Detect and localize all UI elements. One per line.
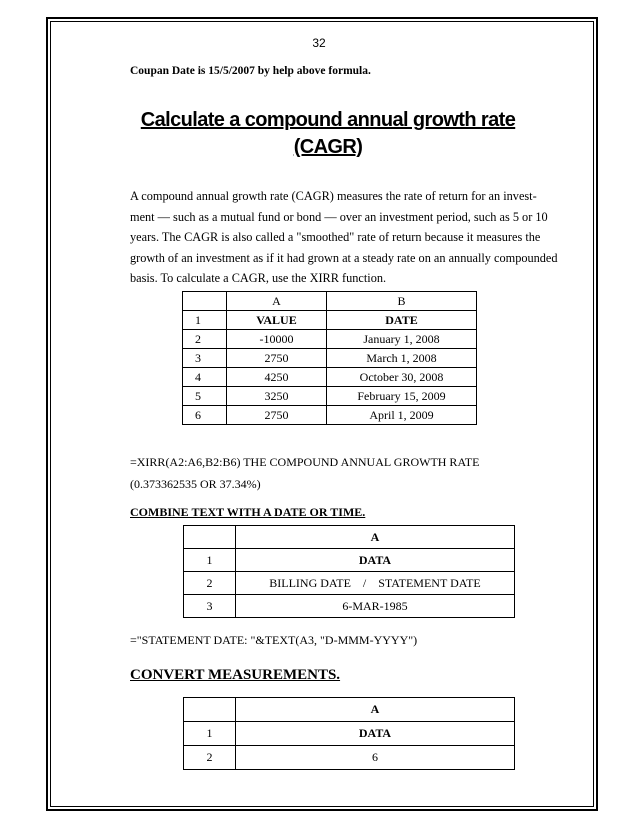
- table-cell: 6-MAR-1985: [236, 595, 515, 618]
- paragraph-line: A compound annual growth rate (CAGR) measures the rate of return for an invest-: [130, 189, 537, 203]
- table-cell: DATE: [327, 311, 477, 330]
- table-cell: [184, 526, 236, 549]
- table-cell: DATA: [236, 722, 515, 746]
- convert-table: [183, 697, 515, 770]
- section-heading-convert: CONVERT MEASUREMENTS.: [130, 667, 341, 683]
- table-row: [184, 746, 515, 770]
- page-number: 32: [312, 36, 326, 50]
- table-row: [184, 572, 515, 595]
- table-cell: 3: [183, 349, 227, 368]
- table-cell: March 1, 2008: [327, 349, 477, 368]
- table-cell: 1: [184, 549, 236, 572]
- table-row: [184, 722, 515, 746]
- table-row: [183, 368, 477, 387]
- table-cell: 1: [183, 311, 227, 330]
- table-cell: 5: [183, 387, 227, 406]
- intro-paragraph: [130, 186, 558, 289]
- paragraph-line: basis. To calculate a CAGR, use the XIRR function.: [130, 271, 387, 285]
- table-cell: A: [236, 698, 515, 722]
- table-cell: October 30, 2008: [327, 368, 477, 387]
- table-row: [183, 330, 477, 349]
- table-cell: A: [227, 292, 327, 311]
- table-row: [184, 549, 515, 572]
- text-formula: ="STATEMENT DATE: "&TEXT(A3, "D-MMM-YYYY"): [130, 633, 418, 647]
- table-cell: 3: [184, 595, 236, 618]
- table-row: [183, 311, 477, 330]
- table-cell: 3250: [227, 387, 327, 406]
- table-cell: [183, 292, 227, 311]
- combine-table: [183, 525, 515, 618]
- table-cell: 2750: [227, 406, 327, 425]
- table-cell: 2: [183, 330, 227, 349]
- table-cell: DATA: [236, 549, 515, 572]
- formula-line-2: (0.373362535 OR 37.34%): [130, 477, 261, 491]
- table-row: [183, 349, 477, 368]
- coupon-note: Coupan Date is 15/5/2007 by help above formula.: [130, 65, 371, 77]
- table-cell: 6: [183, 406, 227, 425]
- table-cell: [184, 698, 236, 722]
- table-cell: 2: [184, 572, 236, 595]
- table-cell: January 1, 2008: [327, 330, 477, 349]
- xirr-formula: [130, 451, 479, 495]
- table-row: [184, 595, 515, 618]
- table-cell: B: [327, 292, 477, 311]
- table-cell: -10000: [227, 330, 327, 349]
- table-cell: April 1, 2009: [327, 406, 477, 425]
- table-cell: VALUE: [227, 311, 327, 330]
- table-row: [183, 406, 477, 425]
- table-cell: 6: [236, 746, 515, 770]
- cagr-table: [182, 291, 477, 425]
- title-line-1: Calculate a compound annual growth rate: [140, 109, 516, 131]
- table-header-row: [184, 526, 515, 549]
- page-title: [128, 107, 528, 161]
- paragraph-line: ment — such as a mutual fund or bond — over an investment period, such as 5 or 10: [130, 209, 548, 224]
- table-cell: 2: [184, 746, 236, 770]
- table-cell: 2750: [227, 349, 327, 368]
- table-row: [183, 387, 477, 406]
- table-cell: February 15, 2009: [327, 387, 477, 406]
- paragraph-line: years. The CAGR is also called a "smoothed" rate of return because it measures the: [130, 230, 541, 244]
- paragraph-line: growth of an investment as if it had grown at a steady rate on an annually compounded: [130, 250, 558, 265]
- formula-line-1: =XIRR(A2:A6,B2:B6) THE COMPOUND ANNUAL GROWTH RATE: [130, 455, 480, 469]
- table-cell: BILLING DATE / STATEMENT DATE: [236, 572, 515, 595]
- section-heading-combine: COMBINE TEXT WITH A DATE OR TIME.: [130, 505, 366, 519]
- title-line-2: (CAGR): [293, 136, 363, 158]
- table-header-row: [184, 698, 515, 722]
- table-cell: 1: [184, 722, 236, 746]
- table-cell: A: [236, 526, 515, 549]
- table-cell: 4: [183, 368, 227, 387]
- table-header-row: [183, 292, 477, 311]
- table-cell: 4250: [227, 368, 327, 387]
